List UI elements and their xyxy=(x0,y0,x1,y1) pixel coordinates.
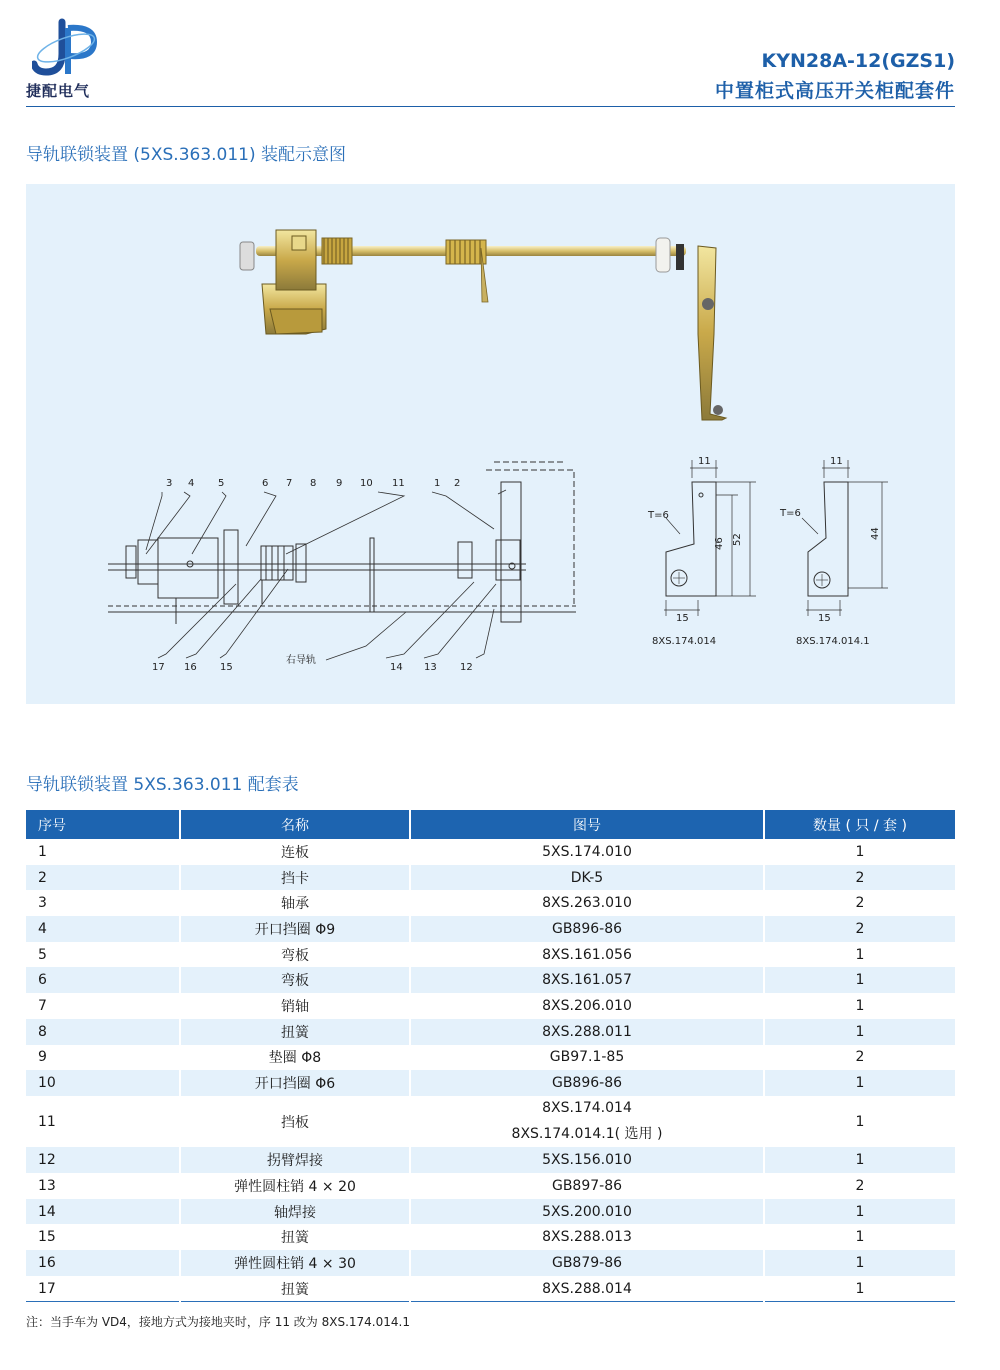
dim-b-top: 11 xyxy=(830,456,843,467)
cell-no: 7 xyxy=(38,997,47,1014)
table-section-title: 导轨联锁装置 5XS.363.011 配套表 xyxy=(26,775,299,795)
cell-no: 9 xyxy=(38,1049,47,1066)
callout-leaders xyxy=(146,490,506,660)
cell-spec: 8XS.161.056 xyxy=(410,942,764,968)
cell-no: 6 xyxy=(26,967,180,993)
cell-no: 8 xyxy=(26,1019,180,1045)
cell-spec: 8XS.263.010 xyxy=(410,890,764,916)
code-a: 8XS.174.014 xyxy=(652,636,717,647)
cell-spec: 5XS.174.010 xyxy=(410,839,764,865)
dim-b-bottom: 15 xyxy=(818,613,831,624)
callout-11: 11 xyxy=(392,478,405,489)
cell-qty: 1 xyxy=(764,1147,955,1173)
cell-name: 挡卡 xyxy=(180,865,410,891)
cell-qty: 1 xyxy=(764,1224,955,1250)
code-b: 8XS.174.014.1 xyxy=(796,636,870,647)
cell-spec: 8XS.161.057 xyxy=(410,967,764,993)
jp-logo-icon xyxy=(32,18,98,78)
thickness-b: T=6 xyxy=(780,508,801,519)
cell-name: 弯板 xyxy=(180,942,410,968)
table-row xyxy=(26,942,955,968)
cell-qty: 2 xyxy=(764,865,955,891)
callout-13: 13 xyxy=(424,662,437,673)
cell-name: 弯板 xyxy=(180,967,410,993)
callout-5: 5 xyxy=(218,478,225,489)
cell-qty: 1 xyxy=(764,1019,955,1045)
rail-label: 右导轨 xyxy=(286,655,316,666)
cell-no: 16 xyxy=(26,1250,180,1276)
table-row xyxy=(26,1070,955,1096)
cell-no: 12 xyxy=(26,1147,180,1173)
cell-name: 开口挡圈 Φ6 xyxy=(180,1070,410,1096)
table-row xyxy=(26,1147,955,1173)
cell-qty: 2 xyxy=(764,1045,955,1071)
assembly-figure xyxy=(26,184,955,704)
col-header-qty: 数量 ( 只 / 套 ) xyxy=(764,810,955,839)
cell-spec: GB896-86 xyxy=(410,1070,764,1096)
parts-table xyxy=(26,810,955,1302)
cell-no: 13 xyxy=(38,1177,56,1194)
table-row xyxy=(26,1276,955,1302)
col-header-no: 序号 xyxy=(26,810,180,839)
assembly-photo xyxy=(240,230,726,420)
header-divider xyxy=(26,106,955,107)
callout-9: 9 xyxy=(336,478,343,489)
cell-qty: 2 xyxy=(764,1173,955,1199)
table-row xyxy=(26,1224,955,1250)
callout-numbers xyxy=(152,478,473,673)
cell-name: 拐臂焊接 xyxy=(180,1147,410,1173)
assembly-drawing xyxy=(26,184,955,704)
callout-17: 17 xyxy=(152,662,165,673)
figure-section-title: 导轨联锁装置 (5XS.363.011) 装配示意图 xyxy=(26,145,347,165)
model-number: KYN28A-12(GZS1) xyxy=(761,50,955,72)
callout-3: 3 xyxy=(166,478,173,489)
cell-spec xyxy=(410,1096,764,1147)
table-row xyxy=(26,1096,955,1147)
cell-spec: 8XS.288.014 xyxy=(410,1276,764,1302)
dim-b-height: 44 xyxy=(870,527,881,540)
cell-no: 17 xyxy=(26,1276,180,1302)
cell-no: 3 xyxy=(38,895,47,912)
cell-name: 弹性圆柱销 4 × 20 xyxy=(180,1173,410,1199)
cell-qty: 2 xyxy=(764,916,955,942)
cell-no: 5 xyxy=(38,946,47,963)
table-header-row xyxy=(26,810,955,839)
cell-name: 销轴 xyxy=(180,993,410,1019)
cell-qty: 1 xyxy=(764,1250,955,1276)
cell-spec: 5XS.156.010 xyxy=(410,1147,764,1173)
cell-name: 垫圈 Φ8 xyxy=(180,1045,410,1071)
cell-qty: 1 xyxy=(764,942,955,968)
dim-a-bottom: 15 xyxy=(676,613,689,624)
table-row xyxy=(26,916,955,942)
cell-no: 15 xyxy=(38,1229,56,1246)
callout-16: 16 xyxy=(184,662,197,673)
dim-a-mid: 46 xyxy=(714,537,725,550)
cell-no: 4 xyxy=(26,916,180,942)
callout-6: 6 xyxy=(262,478,269,489)
table-row xyxy=(26,865,955,891)
bracket-plate xyxy=(262,230,326,334)
cell-name: 开口挡圈 Φ9 xyxy=(180,916,410,942)
cell-no: 2 xyxy=(26,865,180,891)
callout-8: 8 xyxy=(310,478,317,489)
page-title: 中置柜式高压开关柜配套件 xyxy=(714,80,955,102)
table-row xyxy=(26,839,955,865)
cell-spec: DK-5 xyxy=(410,865,764,891)
detail-plate-a xyxy=(647,456,756,647)
spring-middle xyxy=(446,240,488,302)
callout-7: 7 xyxy=(286,478,293,489)
cell-spec: GB97.1-85 xyxy=(410,1045,764,1071)
cell-name: 连板 xyxy=(180,839,410,865)
col-header-drawing-no: 图号 xyxy=(410,810,764,839)
cell-no: 10 xyxy=(26,1070,180,1096)
cell-spec: 5XS.200.010 xyxy=(410,1199,764,1225)
table-row xyxy=(26,1045,955,1071)
callout-15: 15 xyxy=(220,662,233,673)
table-row xyxy=(26,1173,955,1199)
col-header-name: 名称 xyxy=(180,810,410,839)
cell-spec: GB879-86 xyxy=(410,1250,764,1276)
table-row xyxy=(26,967,955,993)
brand-logo xyxy=(26,18,106,100)
cell-qty: 2 xyxy=(764,890,955,916)
table-row xyxy=(26,993,955,1019)
callout-14: 14 xyxy=(390,662,403,673)
cell-qty: 1 xyxy=(764,1096,955,1147)
cell-name: 轴焊接 xyxy=(180,1199,410,1225)
cell-no: 14 xyxy=(26,1199,180,1225)
crank-arm xyxy=(656,238,726,420)
footnote: 注：当手车为 VD4，接地方式为接地夹时，序 11 改为 8XS.174.014.1 xyxy=(26,1315,410,1329)
cell-qty: 1 xyxy=(764,993,955,1019)
cell-qty: 1 xyxy=(764,1276,955,1302)
dim-a-top: 11 xyxy=(698,456,711,467)
cell-no: 11 xyxy=(38,1113,56,1130)
cell-spec: 8XS.288.013 xyxy=(410,1224,764,1250)
callout-4: 4 xyxy=(188,478,195,489)
cell-qty: 1 xyxy=(764,1070,955,1096)
cell-name: 扭簧 xyxy=(180,1276,410,1302)
callout-10: 10 xyxy=(360,478,373,489)
dim-a-total: 52 xyxy=(732,533,743,546)
detail-plate-b xyxy=(779,456,888,647)
cell-name: 弹性圆柱销 4 × 30 xyxy=(180,1250,410,1276)
callout-12: 12 xyxy=(460,662,473,673)
cell-spec: GB897-86 xyxy=(410,1173,764,1199)
cell-name: 挡板 xyxy=(180,1096,410,1147)
cell-no: 1 xyxy=(38,843,47,860)
cell-qty: 1 xyxy=(764,967,955,993)
table-row xyxy=(26,1019,955,1045)
cell-spec: 8XS.206.010 xyxy=(410,993,764,1019)
cell-qty: 1 xyxy=(764,839,955,865)
cell-name: 扭簧 xyxy=(180,1224,410,1250)
cell-spec: 8XS.288.011 xyxy=(410,1019,764,1045)
cell-name: 扭簧 xyxy=(180,1019,410,1045)
table-row xyxy=(26,890,955,916)
cell-name: 轴承 xyxy=(180,890,410,916)
cell-spec: GB896-86 xyxy=(410,916,764,942)
table-row xyxy=(26,1250,955,1276)
table-row xyxy=(26,1199,955,1225)
callout-1: 1 xyxy=(434,478,441,489)
callout-2: 2 xyxy=(454,478,461,489)
cell-spec-optional: 8XS.174.014.1( 选用 ) xyxy=(511,1125,663,1142)
cell-qty: 1 xyxy=(764,1199,955,1225)
cell-spec-primary: 8XS.174.014 xyxy=(542,1099,632,1116)
brand-name: 捷配电气 xyxy=(26,82,91,100)
thickness-a: T=6 xyxy=(648,510,669,521)
